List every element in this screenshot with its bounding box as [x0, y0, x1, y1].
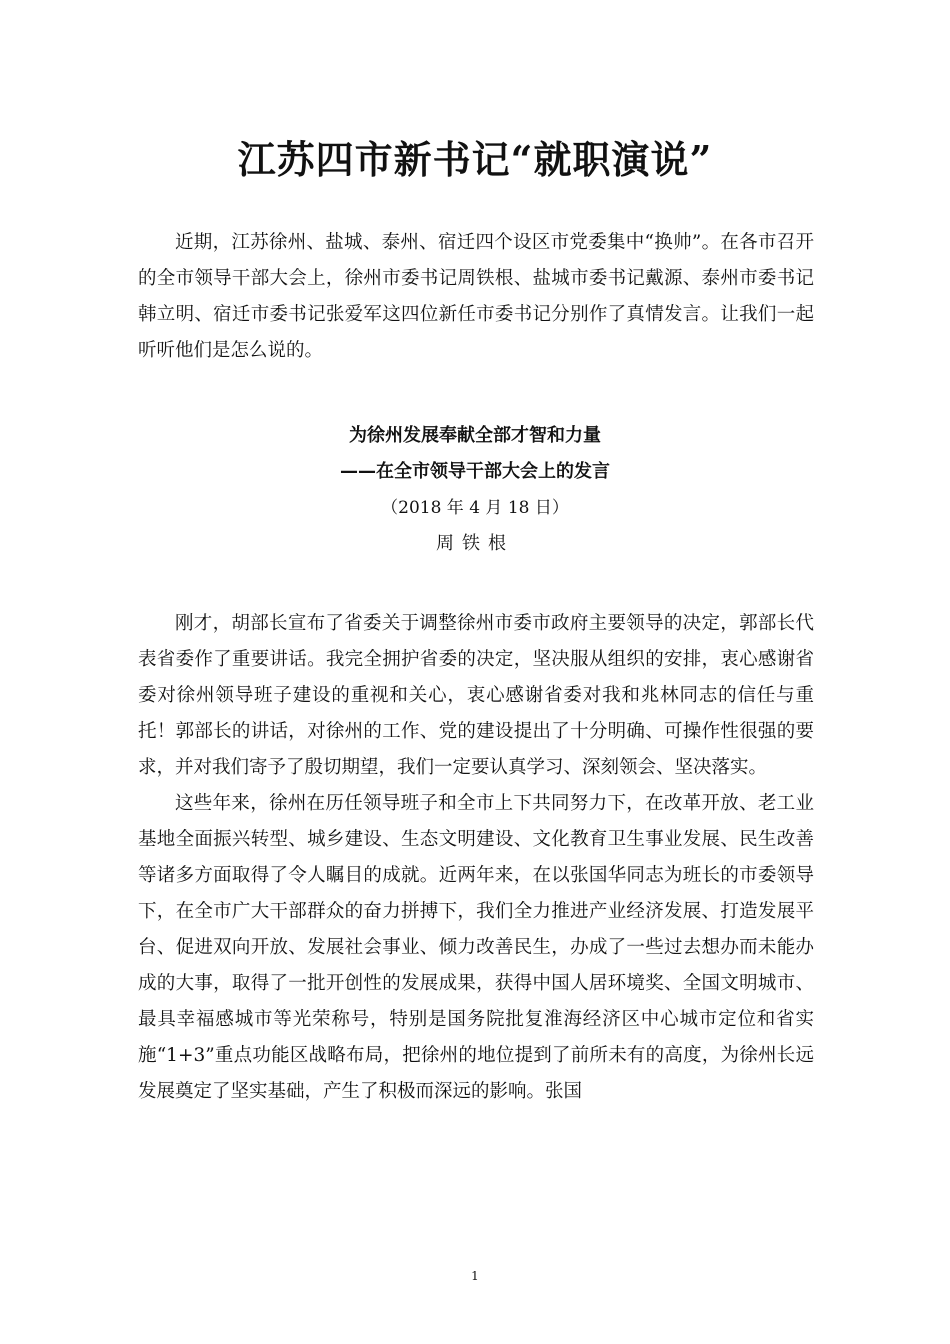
body-paragraph: 刚才，胡部长宣布了省委关于调整徐州市委市政府主要领导的决定，郭部长代表省委作了重要讲话。我完全拥护省委的决定，坚决服从组织的安排，衷心感谢省委对徐州领导班子建设的重视和关心，衷心感谢省委对我和兆林同志的信任与重托！郭部长的讲话，对徐州的工作、党的建设提出了十分明确、可操作性很强的要求，并对我们寄予了殷切期望，我们一定要认真学习、深刻领会、坚决落实。 [138, 613, 814, 778]
speech-author: 周铁根 [436, 533, 514, 554]
speech-title: 为徐州发展奉献全部才智和力量 [349, 425, 601, 446]
document-title: 江苏四市新书记“就职演说” [237, 137, 713, 182]
page-number: 1 [471, 1269, 479, 1283]
speech-subtitle: ——在全市领导干部大会上的发言 [340, 461, 610, 482]
speech-header [0, 418, 950, 562]
body-paragraph: 这些年来，徐州在历任领导班子和全市上下共同努力下，在改革开放、老工业基地全面振兴转型、城乡建设、生态文明建设、文化教育卫生事业发展、民生改善等诸多方面取得了令人瞩目的成就。近两年来，在以张国华同志为班长的市委领导下，在全市广大干部群众的奋力拼搏下，我们全力推进产业经济发展、打造发展平台、促进双向开放、发展社会事业、倾力改善民生，办成了一些过去想办而未能办成的大事，取得了一批开创性的发展成果，获得中国人居环境奖、全国文明城市、最具幸福感城市等光荣称号，特别是国务院批复淮海经济区中心城市定位和省实施“1+3”重点功能区战略布局，把徐州的地位提到了前所未有的高度，为徐州长远发展奠定了坚实基础，产生了积极而深远的影响。张国 [138, 793, 814, 1102]
speech-date: （2018 年 4 月 18 日） [381, 498, 569, 518]
speech-body [138, 606, 814, 1110]
intro-section [138, 225, 814, 369]
intro-paragraph: 近期，江苏徐州、盐城、泰州、宿迁四个设区市党委集中“换帅”。在各市召开的全市领导干部大会上，徐州市委书记周铁根、盐城市委书记戴源、泰州市委书记韩立明、宿迁市委书记张爱军这四位新任市委书记分别作了真情发言。让我们一起听听他们是怎么说的。 [138, 232, 814, 361]
